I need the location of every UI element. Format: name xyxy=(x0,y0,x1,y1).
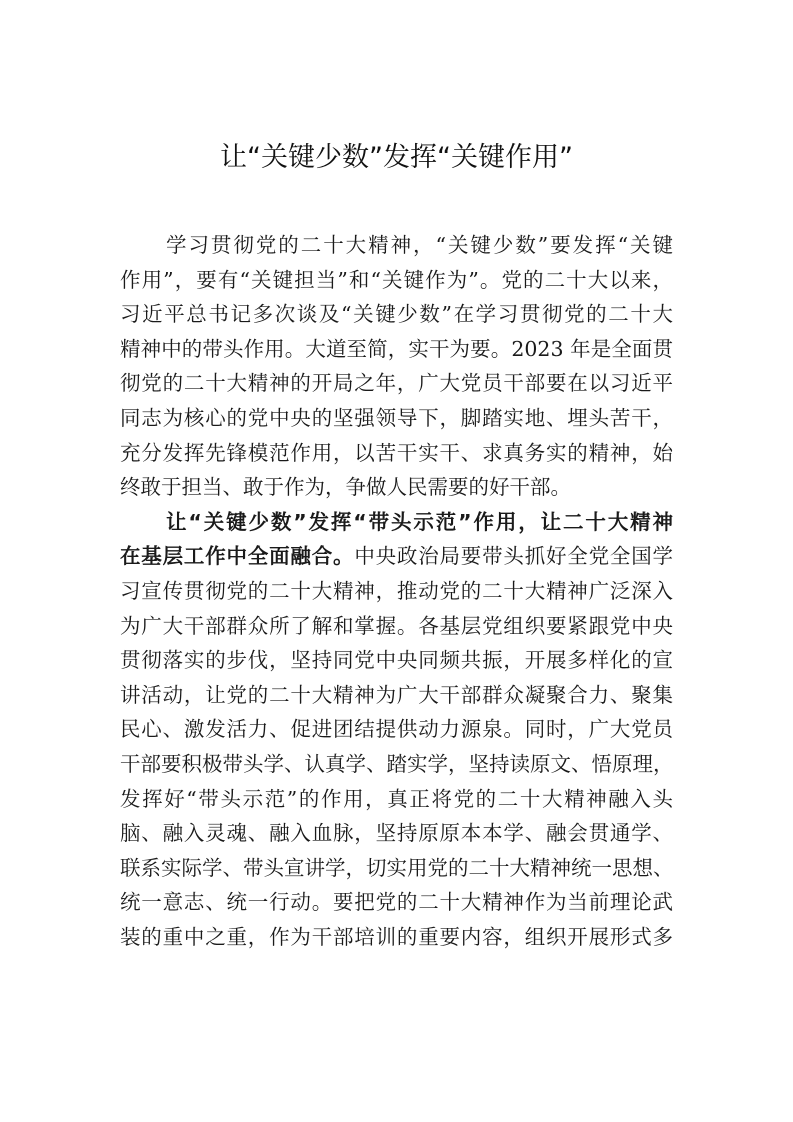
paragraph-2-line: 统一意志、统一行动。要把党的二十大精神作为当前理论武 xyxy=(120,890,673,915)
paragraph-2-line: 贯彻落实的步伐，坚持同党中央同频共振，开展多样化的宣 xyxy=(120,648,673,673)
paragraph-1-line: 作用”，要有“关键担当”和“关键作为”。党的二十大以来， xyxy=(120,267,673,292)
paragraph-2-line: 脑、融入灵魂、融入血脉，坚持原原本本学、融会贯通学、 xyxy=(120,821,673,846)
paragraph-2-line: 发挥好“带头示范”的作用，真正将党的二十大精神融入头 xyxy=(120,786,673,811)
paragraph-2-line: 联系实际学、带头宣讲学，切实用党的二十大精神统一思想、 xyxy=(120,855,674,880)
section-heading-end: 在基层工作中全面融合。 xyxy=(120,544,355,569)
paragraph-1-line: 终敢于担当、敢于作为，争做人民需要的好干部。 xyxy=(120,475,571,500)
paragraph-1-line: 习近平总书记多次谈及“关键少数”在学习贯彻党的二十大 xyxy=(120,302,673,327)
section-heading: 让“关键少数”发挥“带头示范”作用，让二十大精神 xyxy=(166,509,673,534)
paragraph-1-line: 学习贯彻党的二十大精神，“关键少数”要发挥“关键 xyxy=(166,233,673,257)
paragraph-2-line: 干部要积极带头学、认真学、踏实学，坚持读原文、悟原理， xyxy=(120,751,674,776)
paragraph-1-line: 充分发挥先锋模范作用，以苦干实干、求真务实的精神，始 xyxy=(120,440,673,465)
paragraph-2-line: 民心、激发活力、促进团结提供动力源泉。同时，广大党员 xyxy=(120,717,673,742)
paragraph-2-line: 习宣传贯彻党的二十大精神，推动党的二十大精神广泛深入 xyxy=(120,578,673,603)
paragraph-2-line: 讲活动，让党的二十大精神为广大干部群众凝聚合力、聚集 xyxy=(120,682,673,707)
paragraph-2-line: 为广大干部群众所了解和掌握。各基层党组织要紧跟党中央 xyxy=(120,613,673,638)
document-title: 让“关键少数”发挥“关键作用” xyxy=(220,142,573,173)
paragraph-1-line: 精神中的带头作用。大道至简，实干为要。2023 年是全面贯 xyxy=(120,336,673,361)
paragraph-2-line xyxy=(120,539,673,574)
document-body xyxy=(120,228,673,954)
paragraph-2-line: 装的重中之重，作为干部培训的重要内容，组织开展形式多 xyxy=(120,924,673,949)
paragraph-1-line: 同志为核心的党中央的坚强领导下，脚踏实地、埋头苦干， xyxy=(120,405,673,430)
paragraph-1-line: 彻党的二十大精神的开局之年，广大党员干部要在以习近平 xyxy=(120,371,673,396)
paragraph-2-text: 中央政治局要带头抓好全党全国学 xyxy=(354,544,674,569)
